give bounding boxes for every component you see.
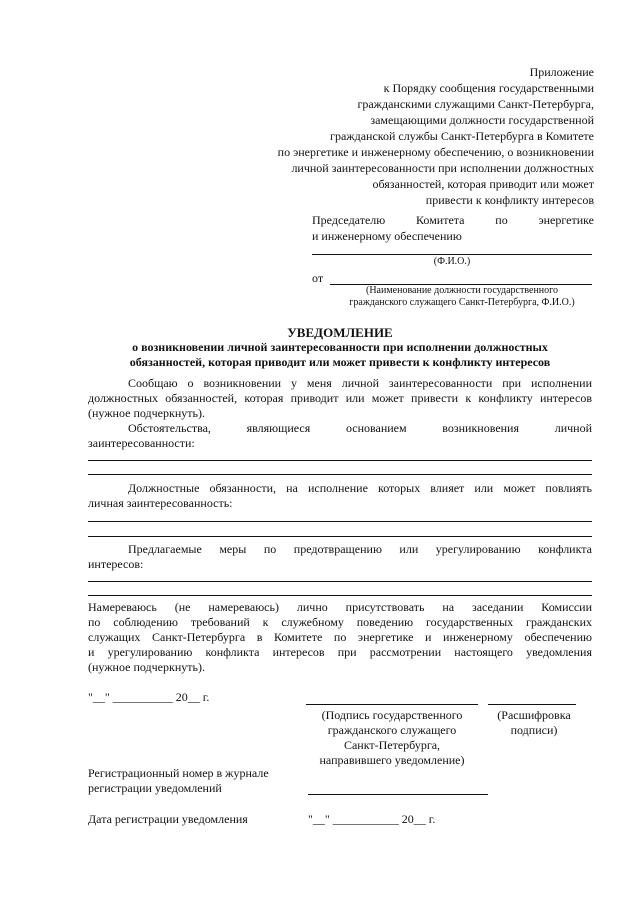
signature-caption-3: Санкт-Петербурга, — [343, 738, 441, 752]
registration-date-label: Дата регистрации уведомления — [88, 812, 248, 826]
appendix-line: по энергетике и инженерному обеспечению, о возникновении — [277, 145, 594, 159]
from-label: от — [312, 271, 324, 285]
from-caption-1: (Наименование должности государственного — [365, 285, 559, 296]
blank-line[interactable] — [88, 595, 592, 596]
registration-number-label-1: Регистрационный номер в журнале — [88, 766, 269, 780]
body-p5-line5: (нужное подчеркнуть). — [88, 660, 205, 674]
notice-subtitle-2: обязанностей, которая приводит или может привести к конфликту интересов — [129, 355, 551, 369]
body-p2-line2: заинтересованности: — [88, 436, 195, 450]
body-p1-line1: Сообщаю о возникновении у меня личной заинтересованности при исполнении — [128, 376, 592, 390]
registration-number-label-2: регистрации уведомлений — [88, 781, 222, 795]
blank-line[interactable] — [88, 581, 592, 582]
body-p1-line2: должностных обязанностей, которая приводит или может привести к конфликту интересов — [88, 391, 592, 405]
body-p5-line4: и урегулированию конфликта интересов при рассмотрении настоящего уведомления — [88, 645, 592, 659]
body-p3-line2: личная заинтересованность: — [88, 496, 233, 510]
appendix-line: привести к конфликту интересов — [425, 193, 594, 207]
fio-blank-line[interactable] — [312, 254, 592, 255]
body-p3-line1: Должностные обязанности, на исполнение которых влияет или может повлиять — [128, 481, 592, 495]
body-p5-line2: по соблюдению требований к служебному поведению государственных гражданских — [88, 615, 592, 629]
fio-caption: (Ф.И.О.) — [433, 256, 471, 267]
body-p5-line1: Намереваюсь (не намереваюсь) лично присутствовать на заседании Комиссии — [88, 600, 592, 614]
notice-date-field[interactable]: "__" __________ 20__ г. — [88, 690, 210, 704]
decode-signature-line[interactable] — [488, 704, 576, 705]
appendix-line: Приложение — [529, 65, 594, 79]
addressee-line-1: Председателю Комитета по энергетике — [312, 213, 594, 227]
blank-line[interactable] — [88, 521, 592, 522]
appendix-line: замещающими должности государственной — [370, 113, 594, 127]
signature-caption-1: (Подпись государственного — [321, 708, 463, 722]
body-p4-line2: интересов: — [88, 557, 144, 571]
decode-caption-1: (Расшифровка — [497, 708, 571, 722]
body-p4-line1: Предлагаемые меры по предотвращению или урегулированию конфликта — [128, 542, 592, 556]
addressee-line-2: и инженерному обеспечению — [312, 229, 462, 243]
signature-line[interactable] — [306, 704, 478, 705]
body-p1-line3: (нужное подчеркнуть). — [88, 406, 205, 420]
appendix-line: гражданской службы Санкт-Петербурга в Комитете — [330, 129, 594, 143]
body-p5-line3: служащих Санкт-Петербурга в Комитете по энергетике и инженерному обеспечению — [88, 630, 592, 644]
registration-date-field[interactable]: "__" ___________ 20__ г. — [308, 812, 436, 826]
signature-caption-4: направившего уведомление) — [319, 753, 465, 767]
appendix-line: к Порядку сообщения государственными — [383, 81, 594, 95]
blank-line[interactable] — [88, 536, 592, 537]
appendix-line: обязанностей, которая приводит или может — [372, 177, 594, 191]
decode-caption-2: подписи) — [510, 723, 558, 737]
appendix-line: гражданскими служащими Санкт-Петербурга, — [357, 97, 594, 111]
registration-number-line[interactable] — [308, 794, 488, 795]
signature-caption-2: гражданского служащего — [327, 723, 457, 737]
notice-subtitle-1: о возникновении личной заинтересованности при исполнении должностных — [132, 340, 548, 354]
blank-line[interactable] — [88, 474, 592, 475]
body-p2-line1: Обстоятельства, являющиеся основанием возникновения личной — [128, 421, 592, 435]
notice-title: УВЕДОМЛЕНИЕ — [287, 325, 393, 340]
blank-line[interactable] — [88, 460, 592, 461]
appendix-line: личной заинтересованности при исполнении должностных — [291, 161, 594, 175]
from-caption-2: гражданского служащего Санкт-Петербурга, Ф.И.О.) — [349, 297, 575, 308]
